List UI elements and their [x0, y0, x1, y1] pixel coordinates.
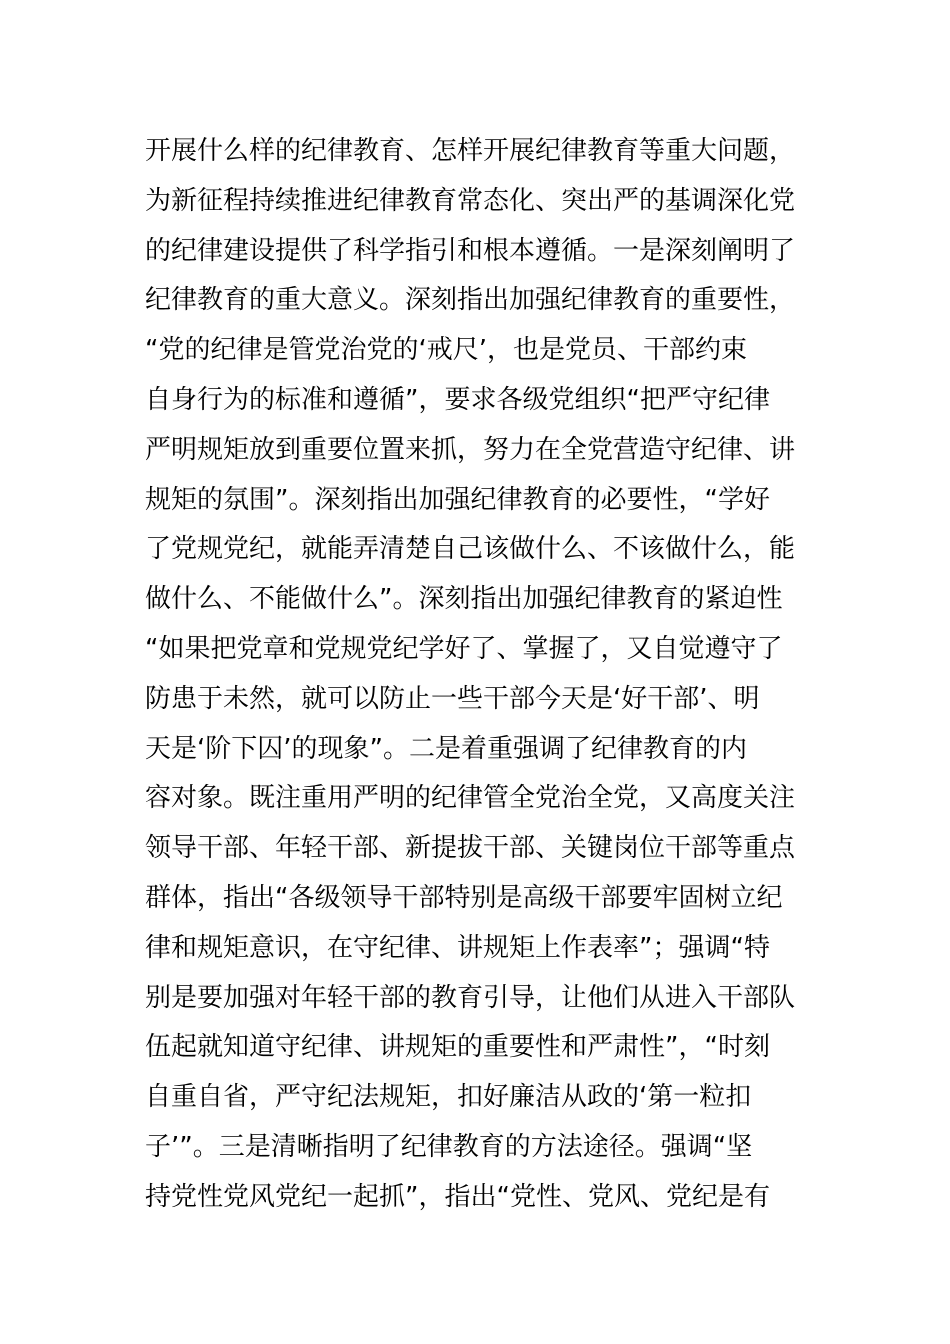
- text-line: 持党性党风党纪一起抓”，指出“党性、党风、党纪是有: [145, 1181, 770, 1212]
- text-line: 子’”。三是清晰指明了纪律教育的方法途径。强调“坚: [145, 1131, 753, 1162]
- text-line: 防患于未然，就可以防止一些干部今天是‘好干部’、明: [145, 683, 760, 714]
- text-line: 群体，指出“各级领导干部特别是高级干部要牢固树立纪: [145, 882, 783, 913]
- text-line: 伍起就知道守纪律、讲规矩的重要性和严肃性”，“时刻: [145, 1032, 770, 1063]
- text-line: 天是‘阶下囚’的现象”。二是着重强调了纪律教育的内: [145, 733, 747, 764]
- text-line: 规矩的氛围”。深刻指出加强纪律教育的必要性，“学好: [145, 484, 770, 515]
- text-line: “党的纪律是管党治党的‘戒尺’，也是党员、干部约束: [145, 335, 747, 366]
- text-line: 纪律教育的重大意义。深刻指出加强纪律教育的重要性，: [145, 285, 796, 316]
- text-line: 做什么、不能做什么”。深刻指出加强纪律教育的紧迫性: [145, 584, 783, 615]
- text-line: 了党规党纪，就能弄清楚自己该做什么、不该做什么，能: [145, 534, 796, 565]
- text-line: 为新征程持续推进纪律教育常态化、突出严的基调深化党: [145, 185, 796, 216]
- text-line: 开展什么样的纪律教育、怎样开展纪律教育等重大问题，: [145, 136, 796, 166]
- text-line: “如果把党章和党规党纪学好了、掌握了，又自觉遵守了: [145, 633, 783, 664]
- text-line: 自重自省，严守纪法规矩，扣好廉洁从政的‘第一粒扣: [145, 1082, 752, 1113]
- body-text: [145, 127, 815, 1223]
- text-line: 的纪律建设提供了科学指引和根本遵循。一是深刻阐明了: [145, 235, 796, 266]
- text-line: 严明规矩放到重要位置来抓，努力在全党营造守纪律、讲: [145, 434, 796, 465]
- text-line: 律和规矩意识，在守纪律、讲规矩上作表率”；强调“特: [145, 932, 770, 963]
- text-line: 领导干部、年轻干部、新提拔干部、关键岗位干部等重点: [145, 833, 796, 864]
- text-line: 容对象。既注重用严明的纪律管全党治全党，又高度关注: [145, 783, 796, 814]
- text-line: 自身行为的标准和遵循”，要求各级党组织“把严守纪律: [145, 384, 770, 415]
- text-line: 别是要加强对年轻干部的教育引导，让他们从进入干部队: [145, 982, 796, 1013]
